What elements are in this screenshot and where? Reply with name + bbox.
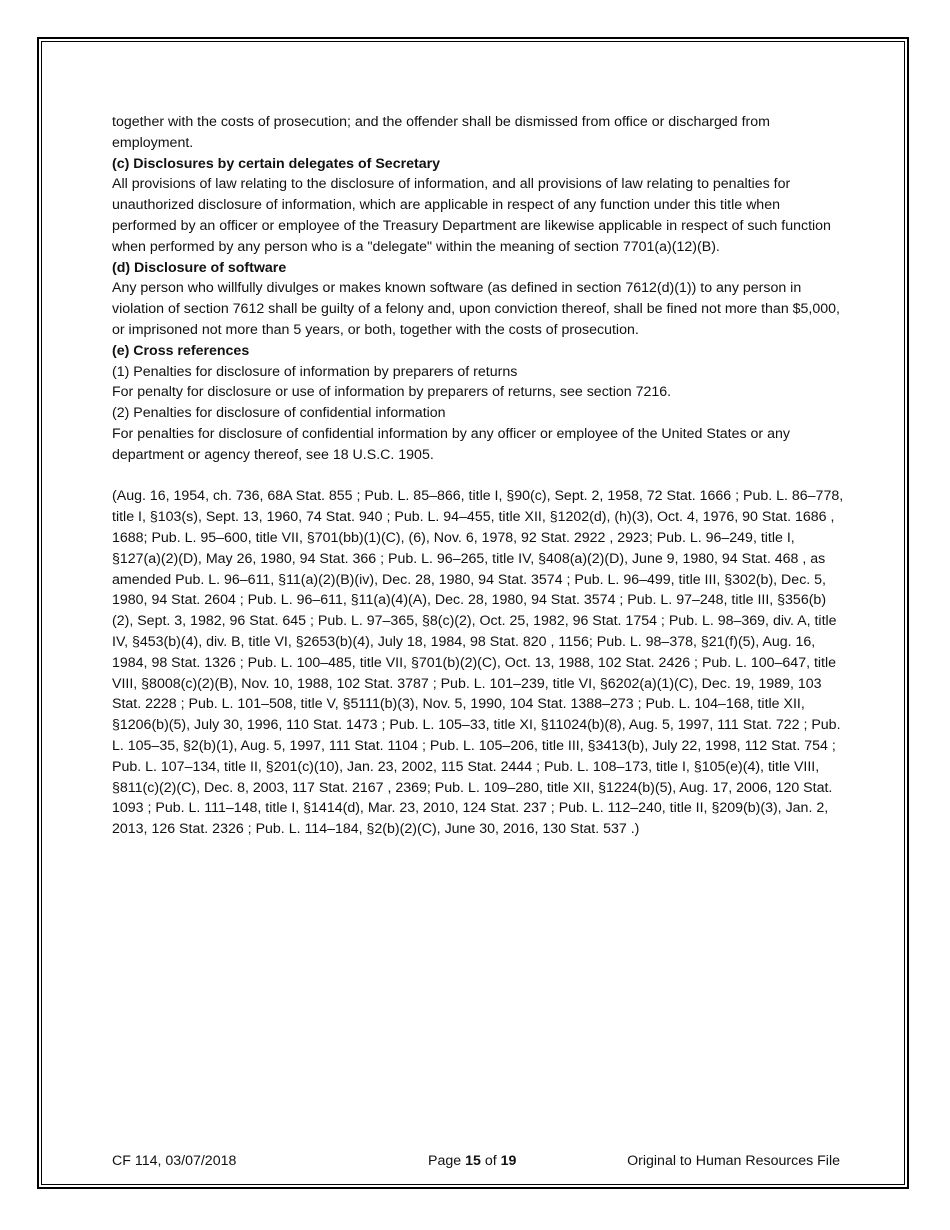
legislative-history: (Aug. 16, 1954, ch. 736, 68A Stat. 855 ; Pub. L. 85–866, title I, §90(c), Sept. 2, 1958, 72 Stat. 1666 ; Pub. L. 86–778, title I, §103(s), Sept. 13, 1960, 74 Stat. 940 ; Pub. L. 94–455, title XII, §1202(d), (h)(3), Oct. 4, 1976, 90 Stat. 1686 , 1688; Pub. L. 95–600, title VII, §701(bb)(1)(C), (6), Nov. 6, 1978, 92 Stat. 2922 , 2923; Pub. L. 96–249, title I, §127(a)(2)(D), May 26, 1980, 94 Stat. 366 ; Pub. L. 96–265, title IV, §408(a)(2)(D), June 9, 1980, 94 Stat. 468 , as amended Pub. L. 96–611, §11(a)(2)(B)(iv), Dec. 28, 1980, 94 Stat. 3574 ; Pub. L. 96–499, title III, §302(b), Dec. 5, 1980, 94 Stat. 2604 ; Pub. L. 96–611, §11(a)(4)(A), Dec. 28, 1980, 94 Stat. 3574 ; Pub. L. 97–248, title III, §356(b)(2), Sept. 3, 1982, 96 Stat. 645 ; Pub. L. 97–365, §8(c)(2), Oct. 25, 1982, 96 Stat. 1754 ; Pub. L. 98–369, div. A, title IV, §453(b)(4), div. B, title VI, §2653(b)(4), July 18, 1984, 98 Stat. 820 , 1156; Pub. L. 98–378, §21(f)(5), Aug. 16, 1984, 98 Stat. 1326 ; Pub. L. 100–485, title VII, §701(b)(2)(C), Oct. 13, 1988, 102 Stat. 2426 ; Pub. L. 100–647, title VIII, §8008(c)(2)(B), Nov. 10, 1988, 102 Stat. 3787 ; Pub. L. 101–239, title VI, §6202(a)(1)(C), Dec. 19, 1989, 103 Stat. 2228 ; Pub. L. 101–508, title V, §5111(b)(3), Nov. 5, 1990, 104 Stat. 1388–273 ; Pub. L. 104–168, title XII, §1206(b)(5), July 30, 1996, 110 Stat. 1473 ; Pub. L. 105–33, title XI, §11024(b)(8), Aug. 5, 1997, 111 Stat. 722 ; Pub. L. 105–35, §2(b)(1), Aug. 5, 1997, 111 Stat. 1104 ; Pub. L. 105–206, title III, §3413(b), July 22, 1998, 112 Stat. 754 ; Pub. L. 107–134, title II, §201(c)(10), Jan. 23, 2002, 115 Stat. 2444 ; Pub. L. 108–173, title I, §105(e)(4), title VIII, §811(c)(2)(C), Dec. 8, 2003, 117 Stat. 2167 , 2369; Pub. L. 109–280, title XII, §1224(b)(5), Aug. 17, 2006, 120 Stat. 1093 ; Pub. L. 111–148, title I, §1414(d), Mar. 23, 2010, 124 Stat. 237 ; Pub. L. 112–240, title II, §209(b)(3), Jan. 2, 2013, 126 Stat. 2326 ; Pub. L. 114–184, §2(b)(2)(C), June 30, 2016, 130 Stat. 537 .) — [112, 488, 844, 838]
page-footer — [112, 1153, 840, 1175]
page-total: 19 — [500, 1153, 517, 1169]
page-prefix: Page — [428, 1153, 462, 1169]
cross-ref-1-text: For penalty for disclosure or use of information by preparers of returns, see section 7216. — [112, 384, 672, 401]
footer-note: Original to Human Resources File — [627, 1153, 840, 1169]
paragraph-continuation: together with the costs of prosecution; and the offender shall be dismissed from office or discharged from employment. — [112, 114, 770, 151]
cross-ref-2-text: For penalties for disclosure of confidential information by any officer or employee of the United States or any department or agency thereof, see 18 U.S.C. 1905. — [112, 425, 790, 463]
page-current: 15 — [465, 1153, 481, 1169]
paragraph-c: All provisions of law relating to the disclosure of information, and all provisions of law relating to penalties for unauthorized disclosure of information, which are applicable in respect of any function under this title when performed by an officer or employee of the Treasury Department are likewise applicable in respect of such function when performed by any person who is a "delegate" within the meaning of section 7701(a)(12)(B). — [112, 176, 831, 255]
page-number — [428, 1153, 516, 1169]
heading-c: (c) Disclosures by certain delegates of Secretary — [112, 155, 441, 172]
page-of: of — [484, 1153, 497, 1169]
cross-ref-2-title: (2) Penalties for disclosure of confidential information — [112, 405, 446, 422]
form-id: CF 114, 03/07/2018 — [112, 1153, 237, 1169]
heading-e: (e) Cross references — [112, 342, 250, 359]
document-body — [112, 112, 844, 840]
paragraph-d: Any person who willfully divulges or makes known software (as defined in section 7612(d)(1)) to any person in violation of section 7612 shall be guilty of a felony and, upon conviction thereof, shall be fined not more than $5,000, or imprisoned not more than 5 years, or both, together with the costs of prosecution. — [112, 280, 840, 338]
cross-ref-1-title: (1) Penalties for disclosure of information by preparers of returns — [112, 363, 518, 380]
heading-d: (d) Disclosure of software — [112, 259, 287, 276]
